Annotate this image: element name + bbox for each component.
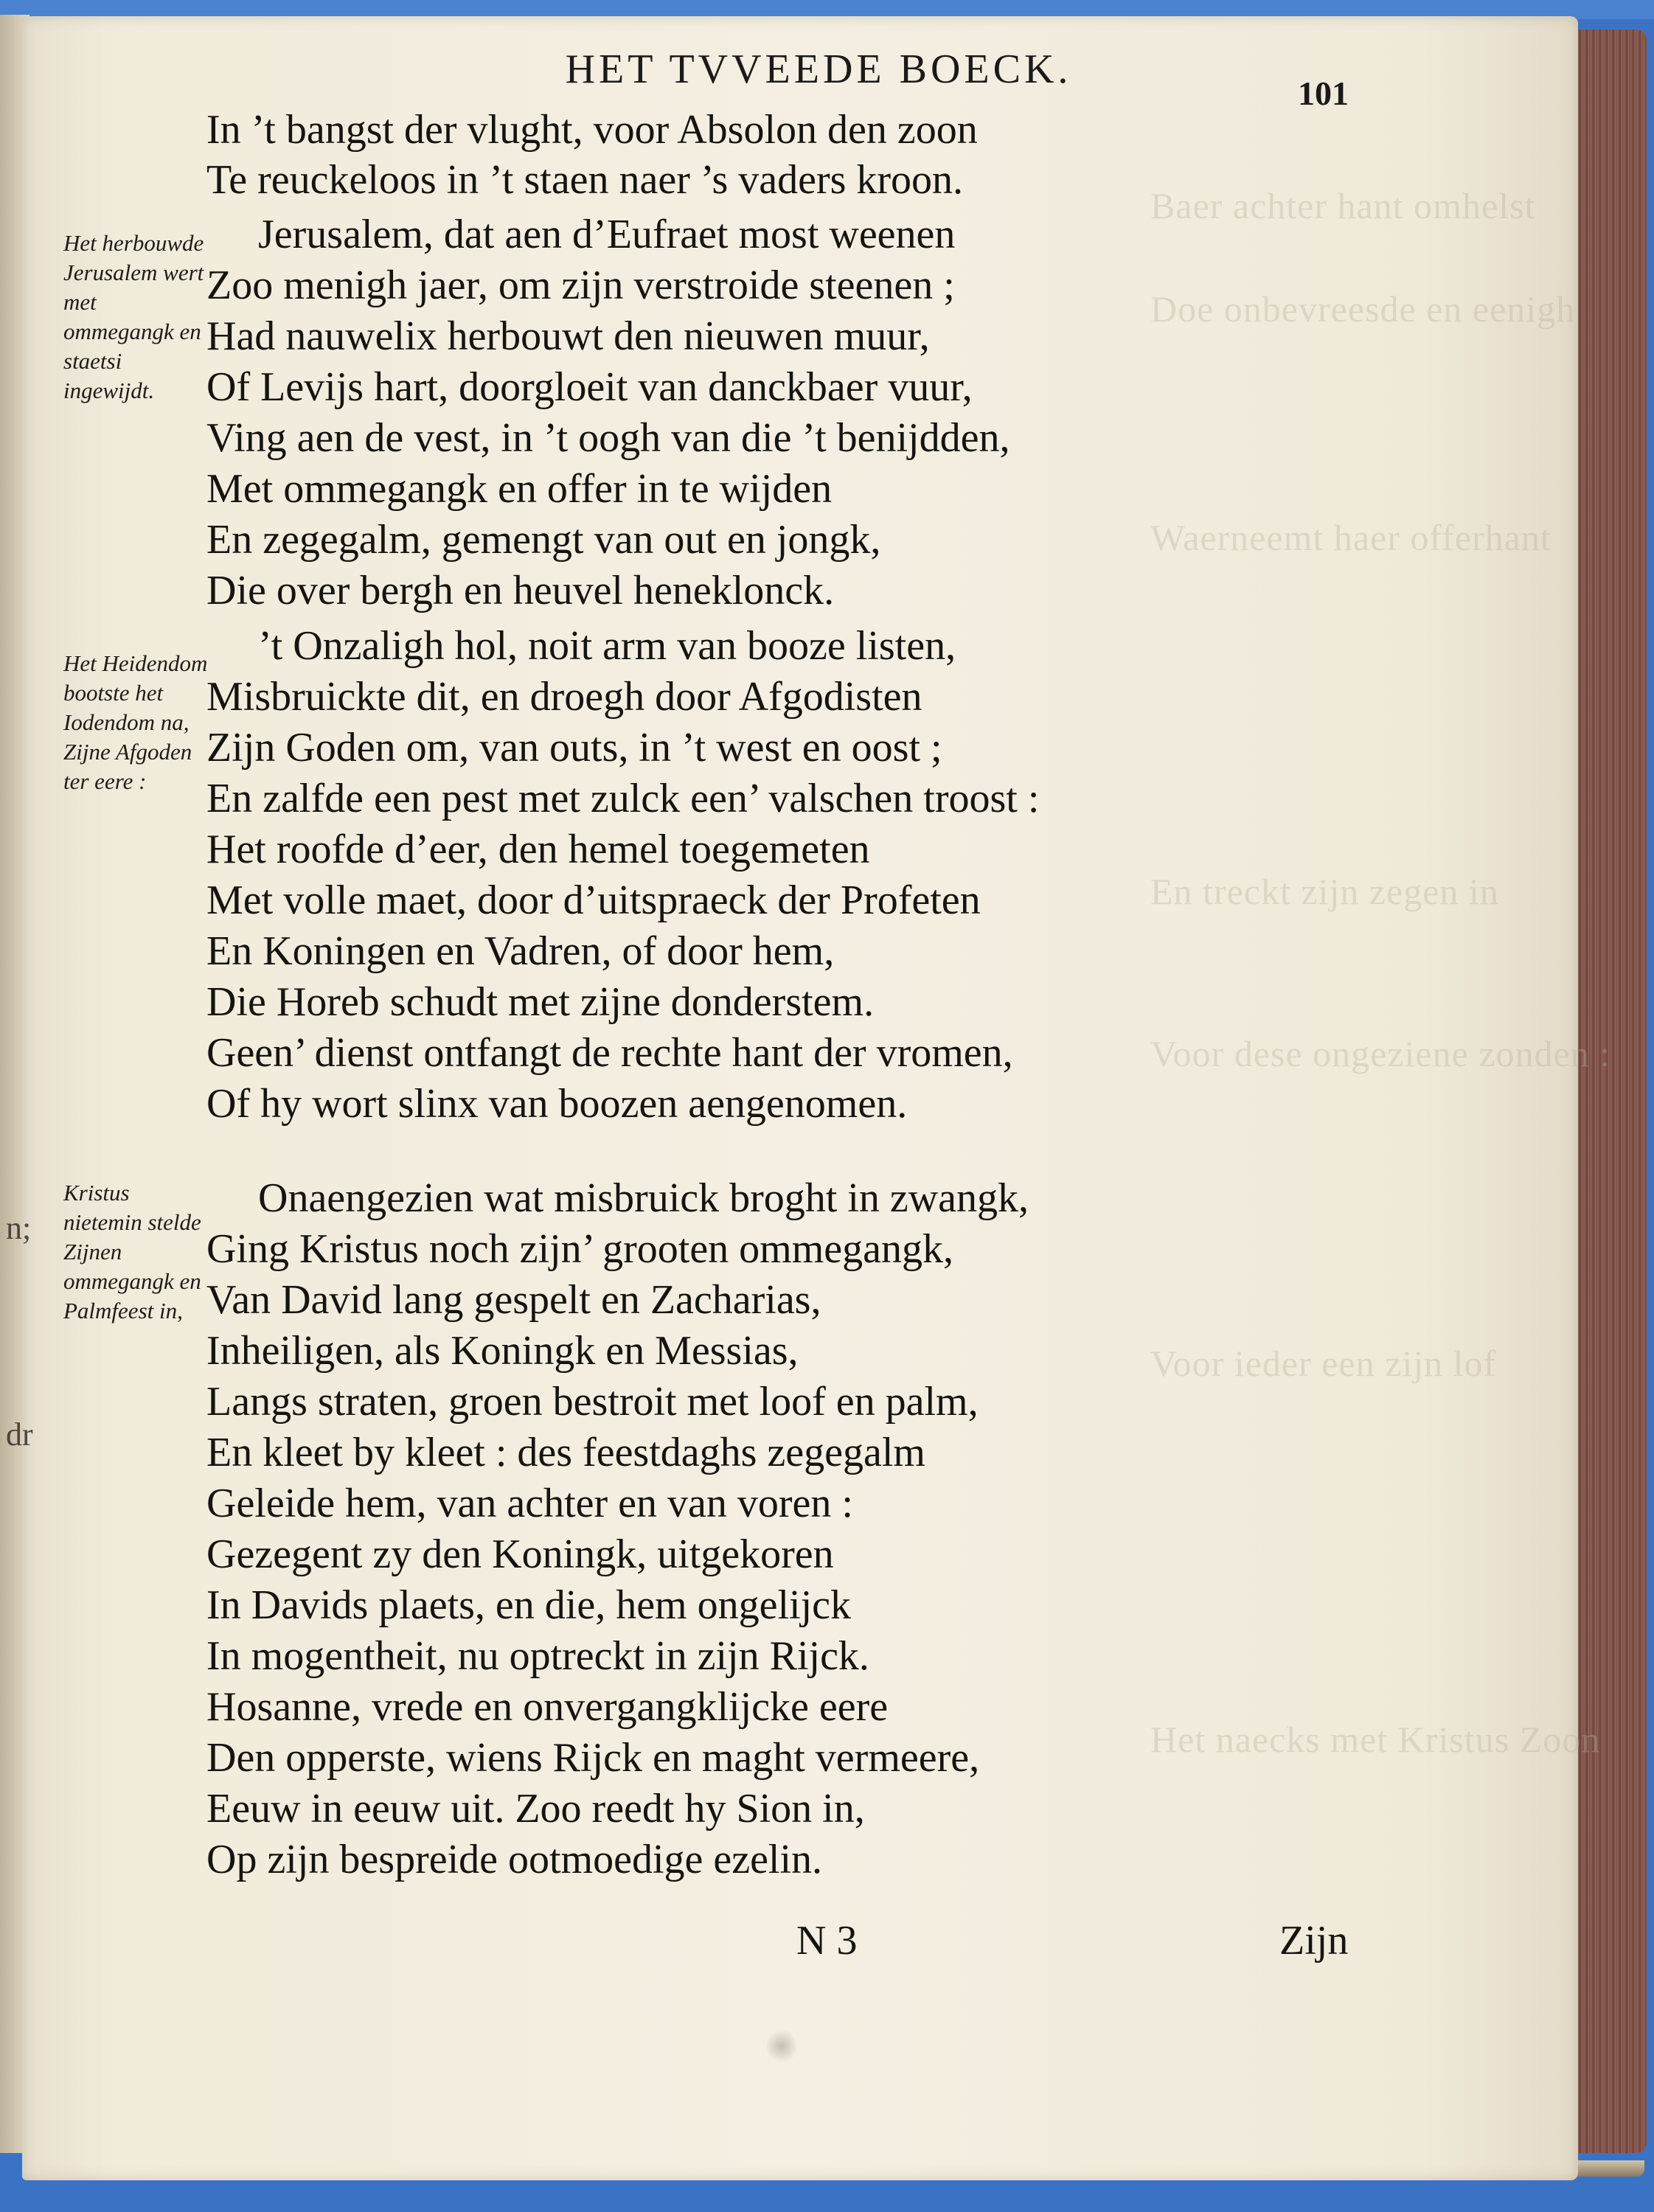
verse-line: Of hy wort slinx van boozen aengenomen. (206, 1081, 908, 1127)
verse-line: Jerusalem, dat aen d’Eufraet most weenen (258, 212, 956, 257)
verse-line: Die over bergh en heuvel heneklonck. (206, 568, 835, 613)
verse-line: Die Horeb schudt met zijne donderstem. (206, 979, 875, 1025)
verse-line: Op zijn bespreide ootmoedige ezelin. (206, 1837, 823, 1882)
verse-line: Had nauwelix herbouwt den nieuwen muur, (206, 313, 930, 359)
verse-line: Den opperste, wiens Rijck en maght vermeere, (206, 1735, 980, 1781)
verse-line: Het roofde d’eer, den hemel toegemeten (206, 827, 870, 872)
verse-line: Zijn Goden om, van outs, in ’t west en oost ; (206, 725, 942, 771)
verse-line: Met ommegangk en offer in te wijden (206, 466, 833, 512)
left-page-fragment: n; (6, 1210, 32, 1246)
verse-line: ’t Onzaligh hol, noit arm van booze listen, (258, 623, 956, 669)
verse-line: In ’t bangst der vlught, voor Absolon den zoon (206, 107, 978, 153)
signature-mark: N 3 (796, 1918, 858, 1964)
left-page-fragment: dr (6, 1416, 33, 1453)
verse-line: Ging Kristus noch zijn’ grooten ommegangk, (206, 1226, 954, 1272)
verse-line: Te reuckeloos in ’t staen naer ’s vaders kroon. (206, 157, 964, 203)
ink-smudge (767, 2028, 796, 2065)
verse-line: Eeuw in eeuw uit. Zoo reedt hy Sion in, (206, 1786, 865, 1832)
margin-note: Kristus nietemin stelde Zijnen ommegangk en Palmfeest in, (63, 1180, 201, 1324)
running-header: HET TVVEEDE BOECK. (565, 46, 1072, 92)
verse-line: Hosanne, vrede en onvergangklijcke eere (206, 1684, 889, 1730)
verse-line: Of Levijs hart, doorgloeit van danckbaer vuur, (206, 364, 973, 410)
verse-line: Misbruickte dit, en droegh door Afgodisten (206, 674, 922, 720)
verse-line: Geleide hem, van achter en van voren : (206, 1481, 853, 1526)
verse-line: Onaengezien wat misbruick broght in zwangk, (258, 1175, 1029, 1221)
catchword: Zijn (1279, 1918, 1349, 1964)
page-number: 101 (1298, 74, 1349, 112)
verse-line: In Davids plaets, en die, hem ongelijck (206, 1582, 851, 1628)
verse-line: En Koningen en Vadren, of door hem, (206, 928, 835, 974)
verse-line: Ving aen de vest, in ’t oogh van die ’t benijdden, (206, 415, 1010, 461)
verse-line: Geen’ dienst ontfangt de rechte hant der vromen, (206, 1030, 1013, 1076)
show-through-text: Baer achter hant omhelst Doe onbevreesde en eenigh Waerneemt haer offerhant En treckt zijn zegen in Voor dese ongeziene zonden : Voor ieder een zijn lof Het naecks met Kristus Zoon (1150, 185, 1611, 1760)
verse-line: In mogentheit, nu optreckt in zijn Rijck. (206, 1633, 869, 1679)
verse-line: Gezegent zy den Koningk, uitgekoren (206, 1531, 834, 1577)
margin-note: Het herbouwde Jerusalem wert met ommegangk en staetsi ingewijdt. (63, 230, 204, 403)
verse-line: En zalfde een pest met zulck een’ valschen troost : (206, 776, 1040, 821)
verse-line: Van David lang gespelt en Zacharias, (206, 1277, 821, 1323)
verse-line: Met volle maet, door d’uitspraeck der Profeten (206, 877, 981, 923)
verse-line: Langs straten, groen bestroit met loof en palm, (206, 1379, 979, 1425)
margin-note: Het Heidendom bootste het Iodendom na, Zijne Afgoden ter eere : (63, 650, 208, 794)
verse-line: En zegegalm, gemengt van out en jongk, (206, 517, 881, 563)
verse-line: En kleet by kleet : des feestdaghs zegegalm (206, 1430, 925, 1475)
verse-line: Zoo menigh jaer, om zijn verstroide steenen ; (206, 262, 955, 308)
verse-line: Inheiligen, als Koningk en Messias, (206, 1328, 799, 1374)
